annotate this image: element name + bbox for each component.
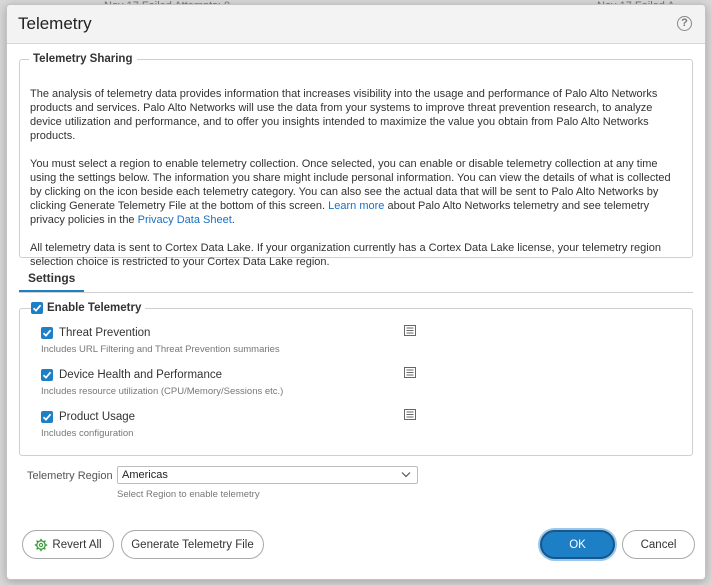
enable-telemetry-label: Enable Telemetry xyxy=(47,302,142,314)
sharing-paragraph-1: The analysis of telemetry data provides information that increases visibility into the usage and performance of Palo Alto Networks products and services. Palo Alto Networks will use the data from your systems to improve threat prevention research, to analyze device utilization and performance, and to offer you insights intended to maximize the value you obtain from Palo Alto Networks products. xyxy=(30,88,658,142)
telemetry-sharing-legend: Telemetry Sharing xyxy=(33,53,133,65)
threat-prevention-description: Includes URL Filtering and Threat Prevention summaries xyxy=(41,344,280,355)
product-usage-label: Product Usage xyxy=(59,411,136,423)
product-usage-row xyxy=(41,411,135,423)
sharing-paragraph-2-text-b: about Palo Alto Networks telemetry and see telemetry privacy policies in the xyxy=(30,200,650,226)
tab-settings[interactable]: Settings xyxy=(19,267,84,292)
threat-prevention-label: Threat Prevention xyxy=(59,327,151,339)
revert-all-button[interactable] xyxy=(22,530,114,559)
telemetry-sharing-text xyxy=(30,87,682,283)
telemetry-sharing-section xyxy=(19,53,693,268)
sharing-paragraph-2-text-a: You must select a region to enable telemetry collection. Once selected, you can enable or disable telemetry collection at any time using the settings below. The information you share might include personal information. You can view the details of what is collected by clicking on the icon beside each telemetry category. You can also see the actual data that will be sent to Palo Alto Networks by clicking Generate Telemetry File at the bottom of this screen. xyxy=(30,158,671,212)
product-usage-details-icon[interactable] xyxy=(404,409,416,420)
generate-telemetry-file-label: Generate Telemetry File xyxy=(131,538,254,551)
privacy-data-sheet-link[interactable]: Privacy Data Sheet xyxy=(137,214,232,226)
learn-more-link[interactable]: Learn more xyxy=(328,200,385,212)
help-icon[interactable]: ? xyxy=(677,16,692,31)
chevron-down-icon xyxy=(401,471,411,478)
sharing-paragraph-2-text-c: . xyxy=(231,214,235,226)
sharing-paragraph-2 xyxy=(30,157,682,227)
threat-prevention-checkbox[interactable] xyxy=(41,327,53,339)
revert-all-label: Revert All xyxy=(52,538,102,551)
checkmark-icon xyxy=(32,303,42,313)
telemetry-item-device-health xyxy=(41,369,283,397)
cancel-button[interactable] xyxy=(622,530,695,559)
tab-bar xyxy=(19,267,693,293)
threat-prevention-row xyxy=(41,327,280,339)
telemetry-region-value: Americas xyxy=(122,469,168,481)
sharing-paragraph-3: All telemetry data is sent to Cortex Data Lake. If your organization currently has a Cortex Data Lake license, your telemetry region selection choice is restricted to your Cortex Data Lake region. xyxy=(30,242,661,268)
checkmark-icon xyxy=(42,412,52,422)
cancel-label: Cancel xyxy=(640,538,677,551)
telemetry-region-hint: Select Region to enable telemetry xyxy=(117,489,260,500)
device-health-label: Device Health and Performance xyxy=(59,369,222,381)
threat-prevention-details-icon[interactable] xyxy=(404,325,416,336)
enable-telemetry-row xyxy=(31,302,145,314)
telemetry-region-label: Telemetry Region xyxy=(27,470,113,482)
product-usage-checkbox[interactable] xyxy=(41,411,53,423)
product-usage-description: Includes configuration xyxy=(41,428,134,439)
device-health-details-icon[interactable] xyxy=(404,367,416,378)
dialog-title: Telemetry xyxy=(18,14,92,33)
telemetry-item-threat-prevention xyxy=(41,327,280,355)
dialog-titlebar xyxy=(7,5,705,44)
device-health-description: Includes resource utilization (CPU/Memory/Sessions etc.) xyxy=(41,386,284,397)
ok-label: OK xyxy=(569,538,586,551)
ok-button[interactable] xyxy=(540,530,615,559)
generate-telemetry-file-button[interactable] xyxy=(121,530,264,559)
device-health-checkbox[interactable] xyxy=(41,369,53,381)
checkmark-icon xyxy=(42,328,52,338)
checkmark-icon xyxy=(42,370,52,380)
enable-telemetry-checkbox[interactable] xyxy=(31,302,43,314)
telemetry-dialog xyxy=(6,4,706,580)
telemetry-item-product-usage xyxy=(41,411,135,439)
telemetry-region-select[interactable] xyxy=(117,466,418,484)
device-health-row xyxy=(41,369,283,381)
revert-gear-icon xyxy=(34,538,48,552)
